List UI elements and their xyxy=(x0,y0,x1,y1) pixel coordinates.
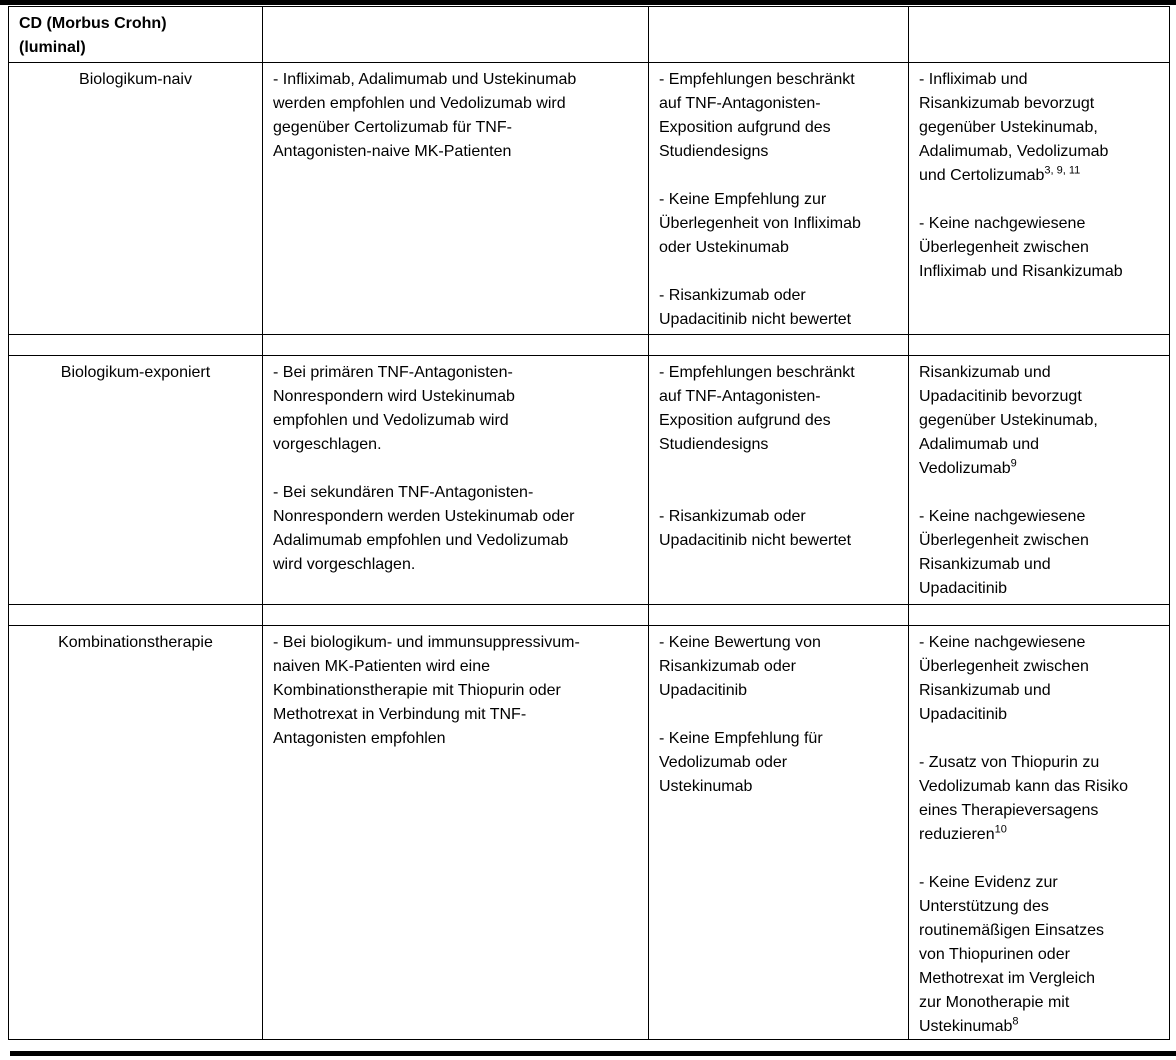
limitations-cell: - Empfehlungen beschränkt auf TNF-Antagonisten- Exposition aufgrund des Studiendesigns - Risankizumab oder Upadacitinib nicht bewertet xyxy=(649,356,909,605)
next-section-top-rule xyxy=(10,1051,1176,1056)
spacer-cell xyxy=(649,335,909,356)
spacer-cell xyxy=(909,335,1170,356)
table-row-biologikum-naiv xyxy=(9,63,1170,335)
row-label-cell: Biologikum-exponiert xyxy=(9,356,263,605)
limitations-cell: - Keine Bewertung von Risankizumab oder Upadacitinib - Keine Empfehlung für Vedolizumab oder Ustekinumab xyxy=(649,626,909,1040)
empty-header-cell xyxy=(263,7,649,63)
section-top-rule xyxy=(0,0,1176,5)
empty-header-cell xyxy=(649,7,909,63)
table-title-cell: CD (Morbus Crohn) (luminal) xyxy=(9,7,263,63)
row-label-cell: Biologikum-naiv xyxy=(9,63,263,335)
recommendation-cell: - Infliximab, Adalimumab und Ustekinumab werden empfohlen und Vedolizumab wird gegenüber Certolizumab für TNF- Antagonisten-naive MK-Patienten xyxy=(263,63,649,335)
spacer-cell xyxy=(263,605,649,626)
comparison-cell: - Infliximab und Risankizumab bevorzugt gegenüber Ustekinumab, Adalimumab, Vedolizumab und Certolizumab$^{3, 9, 11}$ - Keine nachgewiesene Überlegenheit zwischen Infliximab und Risankizumab xyxy=(909,63,1170,335)
table-row-biologikum-exponiert xyxy=(9,356,1170,605)
table-row-kombinationstherapie xyxy=(9,626,1170,1040)
recommendation-cell: - Bei primären TNF-Antagonisten- Nonrespondern wird Ustekinumab empfohlen und Vedolizumab wird vorgeschlagen. - Bei sekundären TNF-Antagonisten- Nonrespondern werden Ustekinumab oder Adalimumab empfohlen und Vedolizumab wird vorgeschlagen. xyxy=(263,356,649,605)
row-label-cell: Kombinationstherapie xyxy=(9,626,263,1040)
spacer-row xyxy=(9,335,1170,356)
spacer-cell xyxy=(9,605,263,626)
spacer-cell xyxy=(263,335,649,356)
spacer-cell xyxy=(909,605,1170,626)
spacer-row xyxy=(9,605,1170,626)
limitations-cell: - Empfehlungen beschränkt auf TNF-Antagonisten- Exposition aufgrund des Studiendesigns - Keine Empfehlung zur Überlegenheit von Infliximab oder Ustekinumab - Risankizumab oder Upadacitinib nicht bewertet xyxy=(649,63,909,335)
spacer-cell xyxy=(649,605,909,626)
recommendation-cell: - Bei biologikum- und immunsuppressivum- naiven MK-Patienten wird eine Kombinationstherapie mit Thiopurin oder Methotrexat in Verbindung mit TNF- Antagonisten empfohlen xyxy=(263,626,649,1040)
comparison-cell: Risankizumab und Upadacitinib bevorzugt gegenüber Ustekinumab, Adalimumab und Vedolizumab$^9$ - Keine nachgewiesene Überlegenheit zwischen Risankizumab und Upadacitinib xyxy=(909,356,1170,605)
spacer-cell xyxy=(9,335,263,356)
comparison-cell: - Keine nachgewiesene Überlegenheit zwischen Risankizumab und Upadacitinib - Zusatz von Thiopurin zu Vedolizumab kann das Risiko eines Therapieversagens reduzieren$^{10}$ - Keine Evidenz zur Unterstützung des routinemäßigen Einsatzes von Thiopurinen oder Methotrexat im Vergleich zur Monotherapie mit Ustekinumab$^8$ xyxy=(909,626,1170,1040)
empty-header-cell xyxy=(909,7,1170,63)
table-header-row xyxy=(9,7,1170,63)
cd-luminal-guideline-table xyxy=(8,6,1170,1040)
